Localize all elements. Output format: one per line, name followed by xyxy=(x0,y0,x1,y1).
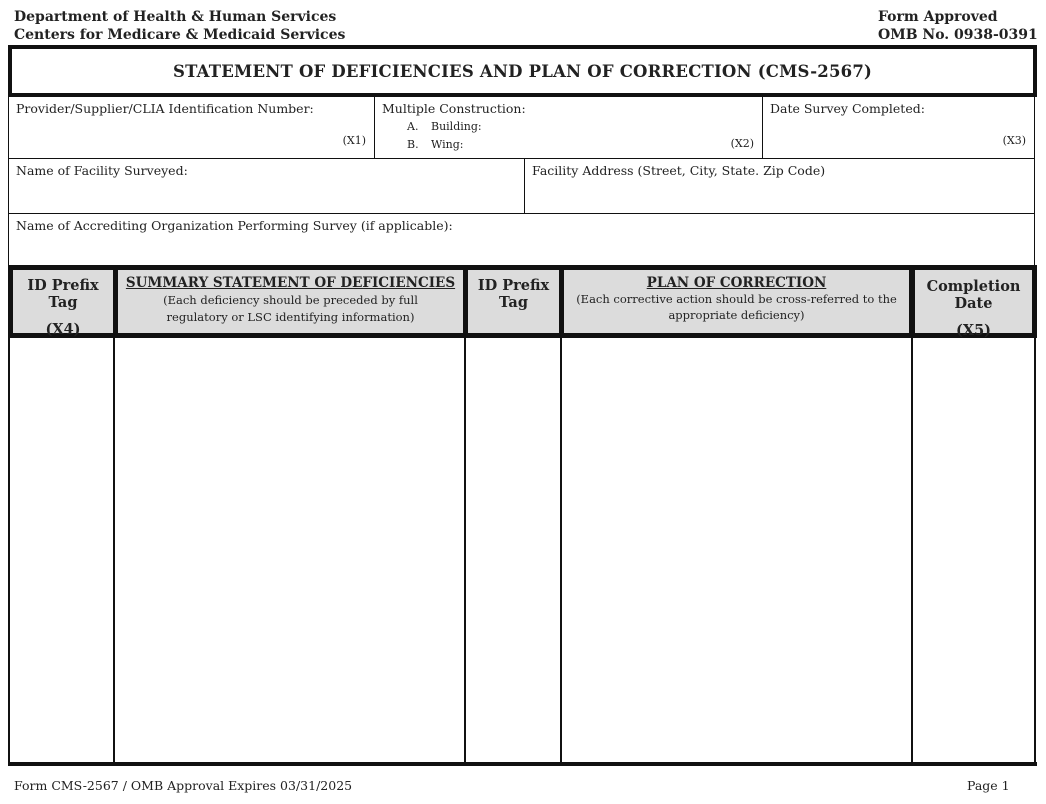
facility-name-field[interactable] xyxy=(8,158,525,214)
header-plan-of-correction xyxy=(564,270,909,333)
omb-number: OMB No. 0938-0391 xyxy=(878,27,1038,43)
deficiency-table-body xyxy=(8,338,1037,766)
wing-line: B. Wing: xyxy=(407,138,464,151)
x5-code: (X5) xyxy=(955,322,992,339)
form-title-box xyxy=(8,45,1037,97)
header-completion-date: Completion Date (X5) xyxy=(915,270,1032,333)
plan-note: (Each corrective action should be cross-referred to the appropriate deficiency) xyxy=(576,292,897,322)
x4-code: (X4) xyxy=(45,321,81,338)
header-id-prefix-1: ID Prefix Tag (X4) xyxy=(13,270,113,333)
agency-header xyxy=(14,8,345,44)
form-footer: Form CMS-2567 / OMB Approval Expires 03/31/2025 xyxy=(14,778,353,793)
accrediting-org-label: Name of Accrediting Organization Performing Survey (if applicable): xyxy=(16,218,453,233)
id-prefix-2-column[interactable] xyxy=(466,338,560,762)
summary-title: SUMMARY STATEMENT OF DEFICIENCIES xyxy=(125,275,456,291)
wing-label: Wing: xyxy=(431,138,464,151)
facility-address-label: Facility Address (Street, City, State. Zip Code) xyxy=(532,163,826,178)
centers-name: Centers for Medicare & Medicaid Services xyxy=(14,27,346,43)
building-line: A. Building: xyxy=(407,120,482,133)
omb-approval xyxy=(878,8,1038,44)
plan-title: PLAN OF CORRECTION xyxy=(646,275,827,291)
facility-address-field[interactable] xyxy=(524,158,1035,214)
table-header-band xyxy=(8,265,1037,338)
provider-id-label: Provider/Supplier/CLIA Identification Number: xyxy=(16,101,314,116)
date-survey-label: Date Survey Completed: xyxy=(770,101,925,116)
form-title: STATEMENT OF DEFICIENCIES AND PLAN OF CORRECTION (CMS-2567) xyxy=(172,61,873,81)
accrediting-org-field[interactable] xyxy=(8,213,1035,266)
facility-name-label: Name of Facility Surveyed: xyxy=(16,163,188,178)
form-approved-text: Form Approved xyxy=(878,9,998,25)
summary-note: (Each deficiency should be preceded by full regulatory or LSC identifying information) xyxy=(163,293,418,324)
header-summary-statement xyxy=(118,270,463,333)
table-border-bottom xyxy=(8,762,1037,766)
x1-code: (X1) xyxy=(342,134,366,147)
id-prefix-1-column[interactable] xyxy=(10,338,113,762)
header-id-prefix-2: ID Prefix Tag xyxy=(468,270,559,333)
department-name: Department of Health & Human Services xyxy=(14,9,337,25)
plan-of-correction-column[interactable] xyxy=(562,338,911,762)
multiple-construction-label: Multiple Construction: xyxy=(382,101,526,116)
x3-code: (X3) xyxy=(1002,134,1026,147)
table-border-right xyxy=(1034,338,1036,766)
building-label: Building: xyxy=(431,120,482,133)
summary-statement-column[interactable] xyxy=(115,338,464,762)
provider-id-field[interactable] xyxy=(8,96,375,159)
page-number: Page 1 xyxy=(967,778,1010,793)
x2-code: (X2) xyxy=(730,137,754,150)
multiple-construction-field[interactable] xyxy=(374,96,763,159)
date-survey-field[interactable] xyxy=(762,96,1035,159)
completion-date-column[interactable] xyxy=(913,338,1034,762)
